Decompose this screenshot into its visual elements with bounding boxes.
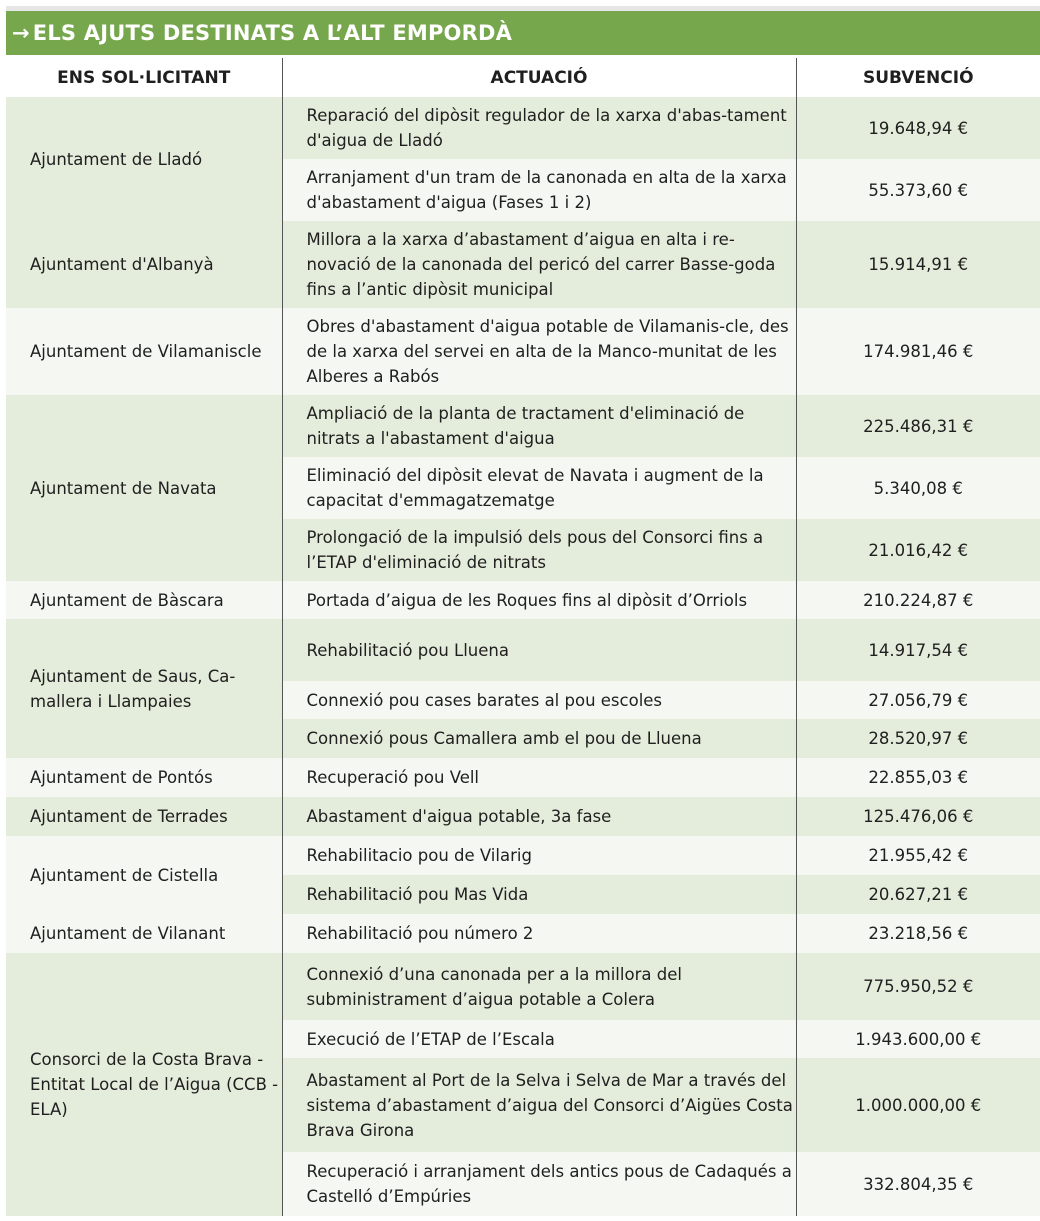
subvencio-cell: 22.855,03 € <box>796 758 1040 797</box>
ens-cell: Consorci de la Costa Brava - Entitat Local de l’Aigua (CCB - ELA) <box>6 953 282 1216</box>
actuacio-cell: Reparació del dipòsit regulador de la xarxa d'abas-tament d'aigua de Lladó <box>282 97 796 159</box>
actuacio-cell: Connexió d’una canonada per a la millora del subministrament d’aigua potable a Colera <box>282 953 796 1020</box>
table-title <box>6 11 1040 55</box>
actuacio-cell: Recuperació i arranjament dels antics pous de Cadaqués a Castelló d’Empúries <box>282 1152 796 1216</box>
subvencio-cell: 15.914,91 € <box>796 221 1040 308</box>
actuacio-cell: Connexió pous Camallera amb el pou de Lluena <box>282 719 796 758</box>
subvencio-cell: 225.486,31 € <box>796 395 1040 457</box>
table-row <box>6 581 1040 619</box>
actuacio-cell: Portada d’aigua de les Roques fins al dipòsit d’Orriols <box>282 581 796 619</box>
ens-cell: Ajuntament de Terrades <box>6 797 282 836</box>
subvencio-cell: 332.804,35 € <box>796 1152 1040 1216</box>
actuacio-cell: Rehabilitacio pou de Vilarig <box>282 836 796 875</box>
ens-cell: Ajuntament de Lladó <box>6 97 282 221</box>
title-text: ELS AJUTS DESTINATS A L’ALT EMPORDÀ <box>32 21 513 45</box>
ens-cell: Ajuntament de Pontós <box>6 758 282 797</box>
actuacio-cell: Arranjament d'un tram de la canonada en alta de la xarxa d'abastament d'aigua (Fases 1 i 2) <box>282 159 796 221</box>
header-ens: ENS SOL·LICITANT <box>6 58 282 97</box>
table-row <box>6 97 1040 159</box>
subvencio-cell: 125.476,06 € <box>796 797 1040 836</box>
subvencio-cell: 28.520,97 € <box>796 719 1040 758</box>
header-subvencio: SUBVENCIÓ <box>796 58 1040 97</box>
subvencio-cell: 23.218,56 € <box>796 914 1040 953</box>
table-row <box>6 619 1040 681</box>
actuacio-cell: Rehabilitació pou número 2 <box>282 914 796 953</box>
table-row <box>6 758 1040 797</box>
actuacio-cell: Execució de l’ETAP de l’Escala <box>282 1020 796 1058</box>
actuacio-cell: Ampliació de la planta de tractament d'eliminació de nitrats a l'abastament d'aigua <box>282 395 796 457</box>
actuacio-cell: Recuperació pou Vell <box>282 758 796 797</box>
table-row <box>6 221 1040 308</box>
table-row <box>6 914 1040 953</box>
actuacio-cell: Abastament d'aigua potable, 3a fase <box>282 797 796 836</box>
subvencio-cell: 21.955,42 € <box>796 836 1040 875</box>
subvencio-cell: 1.943.600,00 € <box>796 1020 1040 1058</box>
actuacio-cell: Connexió pou cases barates al pou escoles <box>282 681 796 719</box>
table-row <box>6 953 1040 1020</box>
subvencio-cell: 775.950,52 € <box>796 953 1040 1020</box>
header-actuacio: ACTUACIÓ <box>282 58 796 97</box>
subvencio-cell: 21.016,42 € <box>796 519 1040 581</box>
ens-cell: Ajuntament de Cistella <box>6 836 282 914</box>
ens-cell: Ajuntament de Vilanant <box>6 914 282 953</box>
subvencio-cell: 20.627,21 € <box>796 875 1040 914</box>
ens-cell: Ajuntament de Bàscara <box>6 581 282 619</box>
actuacio-cell: Rehabilitació pou Lluena <box>282 619 796 681</box>
subvencio-cell: 14.917,54 € <box>796 619 1040 681</box>
table-row <box>6 308 1040 395</box>
table-row <box>6 797 1040 836</box>
table-row <box>6 836 1040 875</box>
subvencio-cell: 210.224,87 € <box>796 581 1040 619</box>
actuacio-cell: Obres d'abastament d'aigua potable de Vilamanis-cle, des de la xarxa del servei en alta de la Manco-munitat de les Alberes a Rabós <box>282 308 796 395</box>
actuacio-cell: Millora a la xarxa d’abastament d’aigua en alta i re-novació de la canonada del pericó del carrer Basse-goda fins a l’antic dipòsit municipal <box>282 221 796 308</box>
actuacio-cell: Rehabilitació pou Mas Vida <box>282 875 796 914</box>
ens-cell: Ajuntament de Saus, Ca-mallera i Llampaies <box>6 619 282 758</box>
subvencio-cell: 1.000.000,00 € <box>796 1058 1040 1152</box>
ens-cell: Ajuntament d'Albanyà <box>6 221 282 308</box>
actuacio-cell: Prolongació de la impulsió dels pous del Consorci fins a l’ETAP d'eliminació de nitrats <box>282 519 796 581</box>
subvencio-cell: 174.981,46 € <box>796 308 1040 395</box>
grants-table <box>6 58 1040 1216</box>
subvencio-cell: 19.648,94 € <box>796 97 1040 159</box>
subvencio-cell: 27.056,79 € <box>796 681 1040 719</box>
header-row <box>6 58 1040 97</box>
table-row <box>6 395 1040 457</box>
table-body <box>6 97 1040 1216</box>
subvencio-cell: 5.340,08 € <box>796 457 1040 519</box>
actuacio-cell: Abastament al Port de la Selva i Selva de Mar a través del sistema d’abastament d’aigua del Consorci d’Aigües Costa Brava Girona <box>282 1058 796 1152</box>
subvencio-cell: 55.373,60 € <box>796 159 1040 221</box>
actuacio-cell: Eliminació del dipòsit elevat de Navata i augment de la capacitat d'emmagatzematge <box>282 457 796 519</box>
arrow-right-icon: → <box>12 21 30 45</box>
ens-cell: Ajuntament de Navata <box>6 395 282 581</box>
ens-cell: Ajuntament de Vilamaniscle <box>6 308 282 395</box>
